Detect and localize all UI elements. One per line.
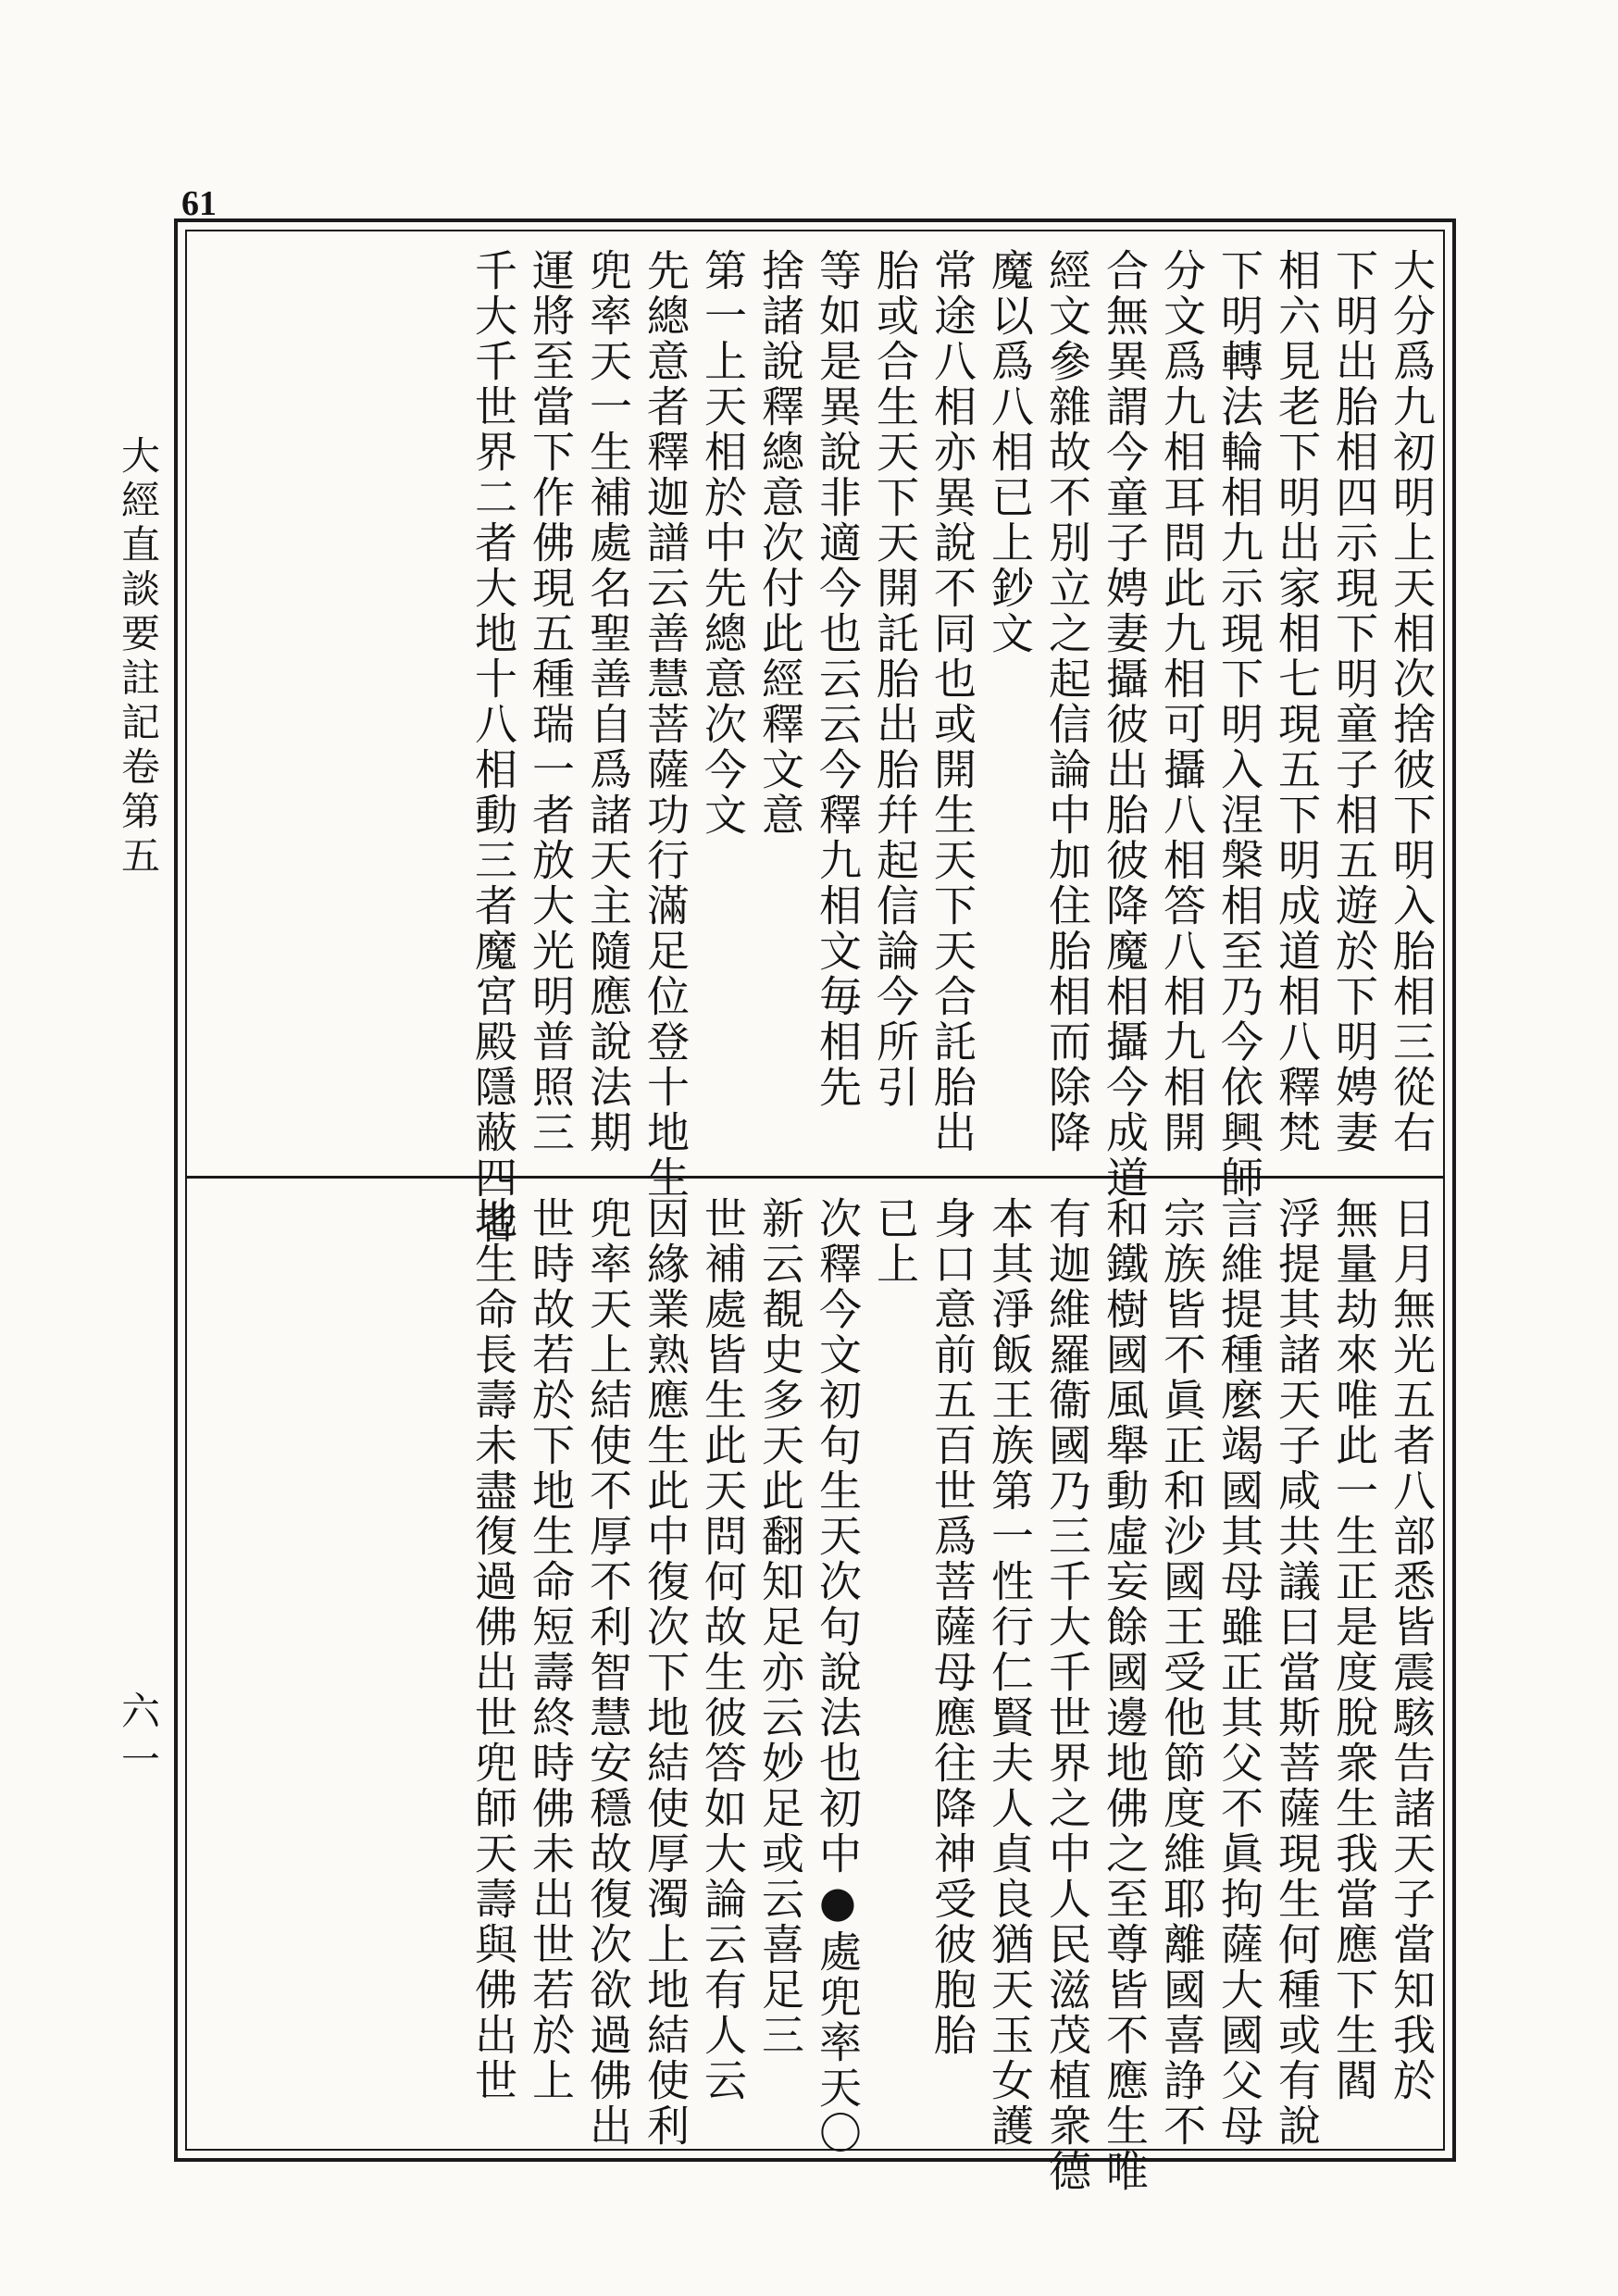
side-page-number: 六一 <box>116 1691 161 1787</box>
upper-column: 兜率天一生補處名聖善自爲諸天主隨應說法期 <box>583 248 633 1155</box>
lower-column: 浮提其諸天子咸共議曰當斯菩薩現生何種或有說 <box>1272 1196 1322 2149</box>
upper-column: 千大千世界二者大地十八相動三者魔宮殿隱蔽四者 <box>468 248 518 1246</box>
upper-column: 下明出胎相四示現下明童子相五遊於下明娉妻 <box>1329 248 1379 1155</box>
lower-column: 兜率天上結使不厚不利智慧安穩故復次欲過佛出 <box>583 1196 633 2149</box>
lower-column: 無量劫來唯此一生正是度脫衆生我當應下生閻 <box>1329 1196 1379 2103</box>
lower-column: 因緣業熟應生此中復次下地結使厚濁上地結使利 <box>641 1196 691 2149</box>
upper-column: 胎或合生天下天開託胎出胎幷起信論今所引 <box>870 248 920 1110</box>
lower-column: 和鐵樹國風舉動虛妄餘國邊地佛之至尊皆不應生唯 <box>1100 1196 1150 2194</box>
upper-column: 運將至當下作佛現五種瑞一者放大光明普照三 <box>526 248 576 1155</box>
upper-column: 等如是異說非適今也云云今釋九相文毎相先 <box>813 248 863 1110</box>
upper-column: 先總意者釋迦譜云善慧菩薩功行滿足位登十地生 <box>641 248 691 1201</box>
lower-column: 地生命長壽未盡復過佛出世兜師天壽與佛出世 <box>468 1196 518 2103</box>
lower-column: 次釋今文初句生天次句說法也初中●處兜率天〇 <box>813 1196 863 2156</box>
lower-column: 本其淨飯王族第一性行仁賢夫人貞良猶天玉女護 <box>985 1196 1035 2149</box>
upper-column: 相六見老下明出家相七現五下明成道相八釋梵 <box>1272 248 1322 1155</box>
lower-text-block <box>465 1196 1440 2194</box>
upper-column: 魔以爲八相已上鈔文 <box>985 248 1035 656</box>
upper-column: 大分爲九初明上天相次捨彼下明入胎相三從右 <box>1387 248 1437 1155</box>
upper-column: 常途八相亦異說不同也或開生天下天合託胎出 <box>927 248 977 1155</box>
lower-column: 言維提種麼竭國其母雖正其父不眞拘薩大國父母 <box>1214 1196 1264 2149</box>
lower-column: 宗族皆不眞正和沙國王受他節度維耶離國喜諍不 <box>1157 1196 1207 2149</box>
lower-column: 世時故若於下地生命短壽終時佛未出世若於上 <box>526 1196 576 2103</box>
upper-column: 捨諸說釋總意次付此經釋文意 <box>755 248 805 838</box>
upper-column: 分文爲九相耳問此九相可攝八相答八相九相開 <box>1157 248 1207 1155</box>
upper-column: 合無異謂今童子娉妻攝彼出胎彼降魔相攝今成道 <box>1100 248 1150 1201</box>
lower-column: 世補處皆生此天問何故生彼答如大論云有人云 <box>698 1196 748 2103</box>
upper-column: 經文參雜故不別立之起信論中加住胎相而除降 <box>1042 248 1092 1155</box>
page-number: 61 <box>181 184 217 223</box>
lower-column: 有迦維羅衞國乃三千大千世界之中人民滋茂植衆德 <box>1042 1196 1092 2194</box>
section-heading: 第一上天相於中先總意次今文 <box>698 248 748 838</box>
upper-column: 下明轉法輪相九示現下明入涅槃相至乃今依興師 <box>1214 248 1264 1201</box>
lower-column: 已上 <box>870 1196 920 1287</box>
upper-text-block <box>465 248 1440 1246</box>
running-title: 大經直談要註記卷第五 <box>116 435 161 880</box>
lower-column: 新云覩史多天此翻知足亦云妙足或云喜足三 <box>755 1196 805 2058</box>
lower-column: 日月無光五者八部悉皆震駭告諸天子當知我於 <box>1387 1196 1437 2103</box>
lower-column: 身口意前五百世爲菩薩母應往降神受彼胞胎 <box>927 1196 977 2058</box>
